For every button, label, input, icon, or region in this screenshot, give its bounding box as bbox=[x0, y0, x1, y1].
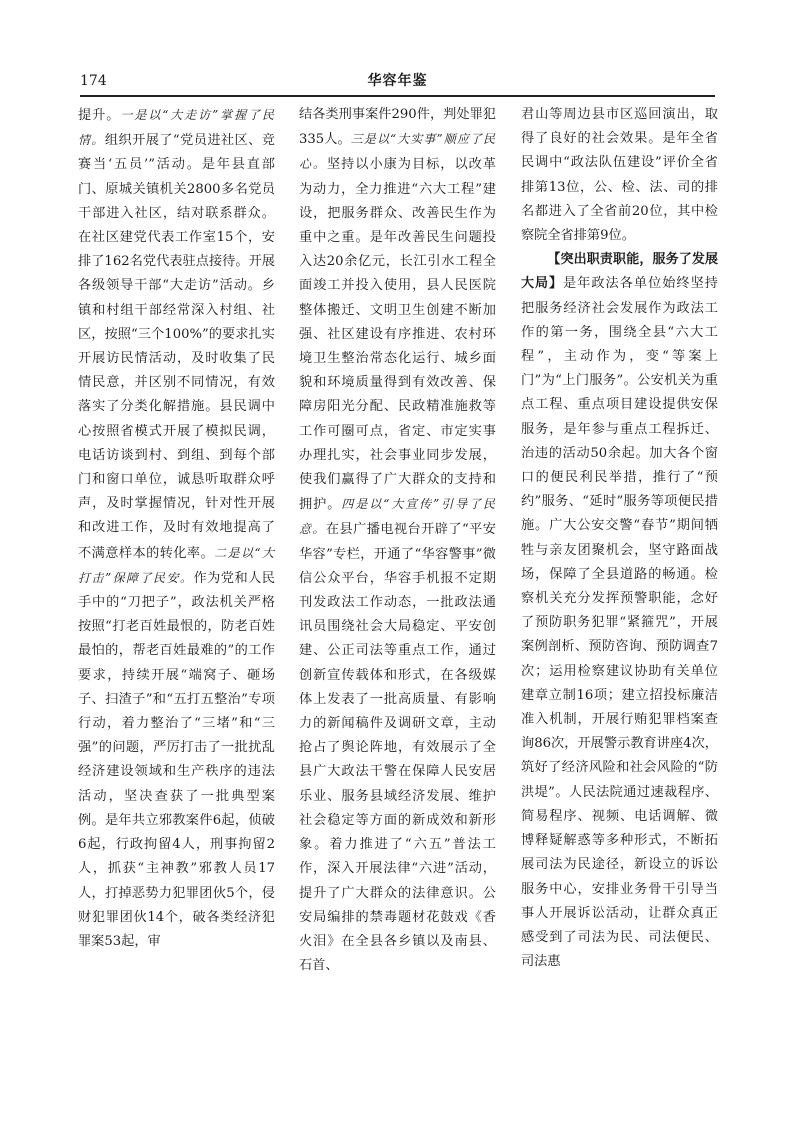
body-text bbox=[78, 103, 718, 1063]
emphasis-text: 二是以“大打击”保障了民安。 bbox=[78, 545, 275, 585]
page-number: 174 bbox=[80, 73, 107, 89]
text-run: 是年政法各单位始终坚持把服务经济社会发展作为政法工作的第一务，围绕全县“六大工程”，主动作为，变“等案上门”为“上门服务”。公安机关为重点工程、重点项目建设提供安保服务，是年参与重点工程拆迁、治违的活动50余起。加大各个窗口的便民利民举措，推行了“预约”服务、“延时”服务等项便民措施。广大公安交警“春节”期间牺牲与亲友团聚机会，坚守路面战场，保障了全县道路的畅通。检察机关充分发挥预警职能，念好了预防职务犯罪“紧箍咒”，开展案例剖析、预防咨询、预防调查7次；运用检察建议协助有关单位建章立制16项；建立招投标廉洁准入机制，开展行贿犯罪档案查询86次，开展警示教育讲座4次，筑好了经济风险和社会风险的“防洪堤”。人民法院通过速裁程序、简易程序、视频、电话调解、微博释疑解惑等多种形式，不断拓展司法为民途径，新设立的诉讼服务中心，安排业务骨干引导当事人开展诉讼活动，让群众真正感受到了司法为民、司法便民、司法惠 bbox=[521, 276, 718, 970]
paragraph bbox=[521, 248, 718, 974]
text-run: 作为党和人民手中的“刀把子”，政法机关严格按照“打老百姓最恨的，防老百姓最怕的，帮老百姓最难的”的工作要求，持续开展“端窝子、砸场子、扫渣子”和“五打五整治”专项行动，着力整治了“三堵”和“三强”的问题，严厉打击了一批扰乱经济建设领域和生产秩序的违法活动，坚决查获了一批典型案例。是年共立邪教案件6起，侦破6起，行政拘留4人，刑事拘留2人，抓获“主神教”邪教人员17人，打掉恶势力犯罪团伙5个，侵财犯罪团伙14个，破各类经济犯罪案53起，审 bbox=[78, 570, 275, 949]
text-run: 提升。 bbox=[78, 108, 121, 123]
column-2 bbox=[299, 103, 496, 1063]
paragraph bbox=[78, 103, 275, 954]
column-3 bbox=[521, 103, 718, 1063]
text-run: 坚持以小康为目标，以改革为动力，全力推进“六大工程”建设，把服务群众、改善民生作为重中之重。是年改善民生问题投入达20余亿元，长江引水工程全面竣工并投入使用，县人民医院整体搬迁、文明卫生创建不断加强、社区建设有序推进、农村环境卫生整治常态化运行、城乡面貌和环境质量得到有效改善、保障房阳光分配、民政精准施救等工作可圈可点，省定、市定实事办理扎实，社会事业同步发展，使我们赢得了广大群众的支持和拥护。 bbox=[299, 157, 496, 513]
page-header bbox=[80, 72, 715, 94]
text-run: 在县广播电视台开辟了“平安华容”专栏，开通了“华容警事”微信公众平台，华容手机报不定期刊发政法工作动态，一批政法通讯员围绕社会大局稳定、平安创建、公正司法等重点工作，通过创新宣传载体和形式，在各级媒体上发表了一批高质量、有影响力的新闻稿件及调研文章，主动抢占了舆论阵地，有效展示了全县广大政法干警在保障人民安居乐业、服务县域经济发展、维护社会稳定等方面的新成效和新形象。着力推进了“六五”普法工作，深入开展法律“六进”活动，提升了广大群众的法律意识。公安局编排的禁毒题材花鼓戏《香火泪》在全县各乡镇以及南县、石首、 bbox=[299, 522, 496, 974]
emphasis-text: 三是以“大实事”顺应了民心。 bbox=[299, 132, 496, 172]
paragraph: 君山等周边县市区巡回演出，取得了良好的社会效果。是年全省民调中“政法队伍建设”评价全省排第13位，公、检、法、司的排名都进入了全省前20位，其中检察院全省排第9位。 bbox=[521, 107, 718, 244]
text-run: 结各类刑事案件290件，判处罪犯335人。 bbox=[299, 107, 496, 148]
column-1 bbox=[78, 103, 275, 1063]
header-rule bbox=[80, 95, 715, 97]
emphasis-text: 一是以“大走访”掌握了民情。 bbox=[78, 108, 275, 148]
section-heading: 【突出职责职能，服务了发展大局】 bbox=[521, 252, 718, 292]
text-run: 组织开展了“党员进社区、竞赛当‘五员’”活动。是年县直部门、原城关镇机关2800多名党员干部进入社区，结对联系群众。在社区建党代表工作室15个，安排了162名党代表驻点接待。开展各级领导干部“大走访”活动。乡镇和村组干部经常深入村组、社区，按照“三个100%”的要求扎实开展访民情活动，及时收集了民情民意，并区别不同情况，有效落实了分类化解措施。县民调中心按照省模式开展了模拟民调，电话访谈到村、到组、到每个部门和窗口单位，诚恳听取群众呼声，及时掌握情况，针对性开展和改进工作，及时有效地提高了不满意样本的转化率。 bbox=[78, 133, 275, 561]
emphasis-text: 四是以“大宣传”引导了民意。 bbox=[299, 497, 496, 537]
running-title: 华容年鉴 bbox=[367, 73, 428, 89]
paragraph bbox=[299, 103, 496, 978]
